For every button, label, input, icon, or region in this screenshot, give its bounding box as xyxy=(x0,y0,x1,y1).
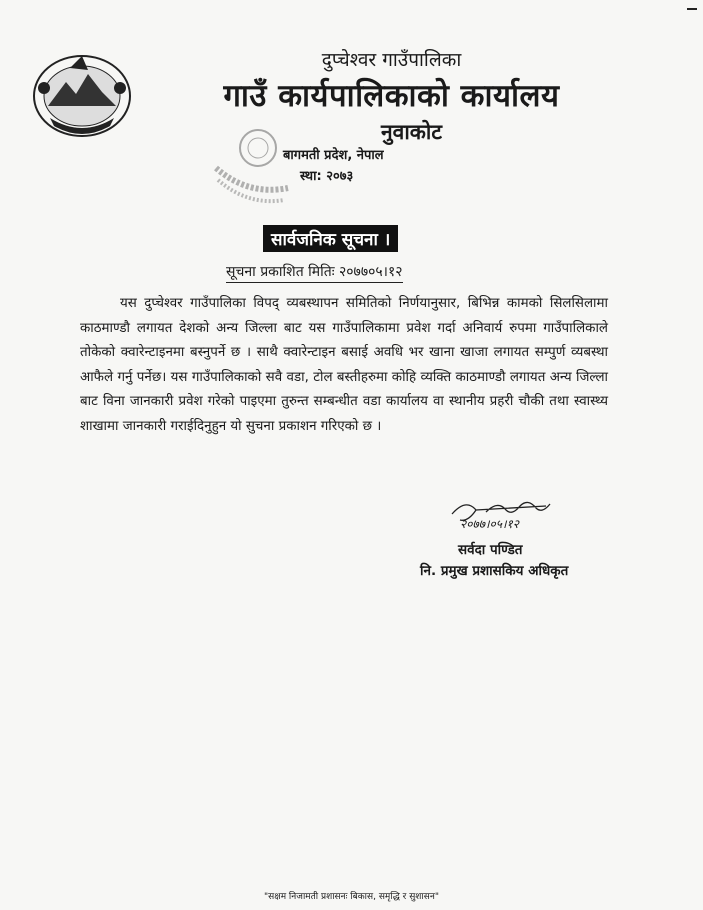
scan-edge-mark xyxy=(687,8,697,10)
office-title: गाउँ कार्यपालिकाको कार्यालय xyxy=(223,78,560,114)
province-country: बागमती प्रदेश, नेपाल xyxy=(283,148,384,163)
established-year: स्था: २०७३ xyxy=(300,169,354,184)
signature-date: २०७७।०५।१२ xyxy=(460,517,520,531)
municipality-name: दुप्चेश्वर गाउँपालिका xyxy=(321,49,462,71)
footer-slogan: "सक्षम निजामती प्रशासनः बिकास, समृद्धि र सुशासन" xyxy=(264,892,439,902)
office-seal-stamp xyxy=(208,118,298,213)
signatory-role: नि. प्रमुख प्रशासकिय अधिकृत xyxy=(420,563,569,579)
signatory-name: सर्वदा पण्डित xyxy=(458,542,523,558)
notice-body: यस दुप्चेश्वर गाउँपालिका विपद् व्यबस्थापन समितिको निर्णयानुसार, बिभिन्न कामको सिलसिलामा काठमाण्डौ लगायत देशको अन्य जिल्ला बाट यस गाउँपालिकामा प्रवेश गर्दा अनिवार्य रुपमा गाउँपालिकाले तोकेको क्वारेन्टाइनमा बस्नुपर्ने छ । साथै क्वारेन्टाइन बसाई अवधि भर खाना खाजा लगायत सम्पुर्ण व्यबस्था आफैले गर्नु पर्नेछ। यस गाउँपालिकाको सवै वडा, टोल बस्तीहरुमा कोहि व्यक्ति काठमाण्डौ लगायत अन्य जिल्ला बाट विना जानकारी प्रवेश गरेको पाइएमा तुरुन्त सम्बन्धीत वडा कार्यालय वा स्थानीय प्रहरी चौकी तथा स्वास्थ्य शाखामा जानकारी गराईदिनुहुन यो सुचना प्रकाशन गरिएको छ । xyxy=(80,296,608,434)
notice-title: सार्वजनिक सूचना । xyxy=(263,225,398,252)
district-name: नुवाकोट xyxy=(381,120,442,144)
published-date: सूचना प्रकाशित मितिः २०७७०५।१२ xyxy=(226,262,403,283)
